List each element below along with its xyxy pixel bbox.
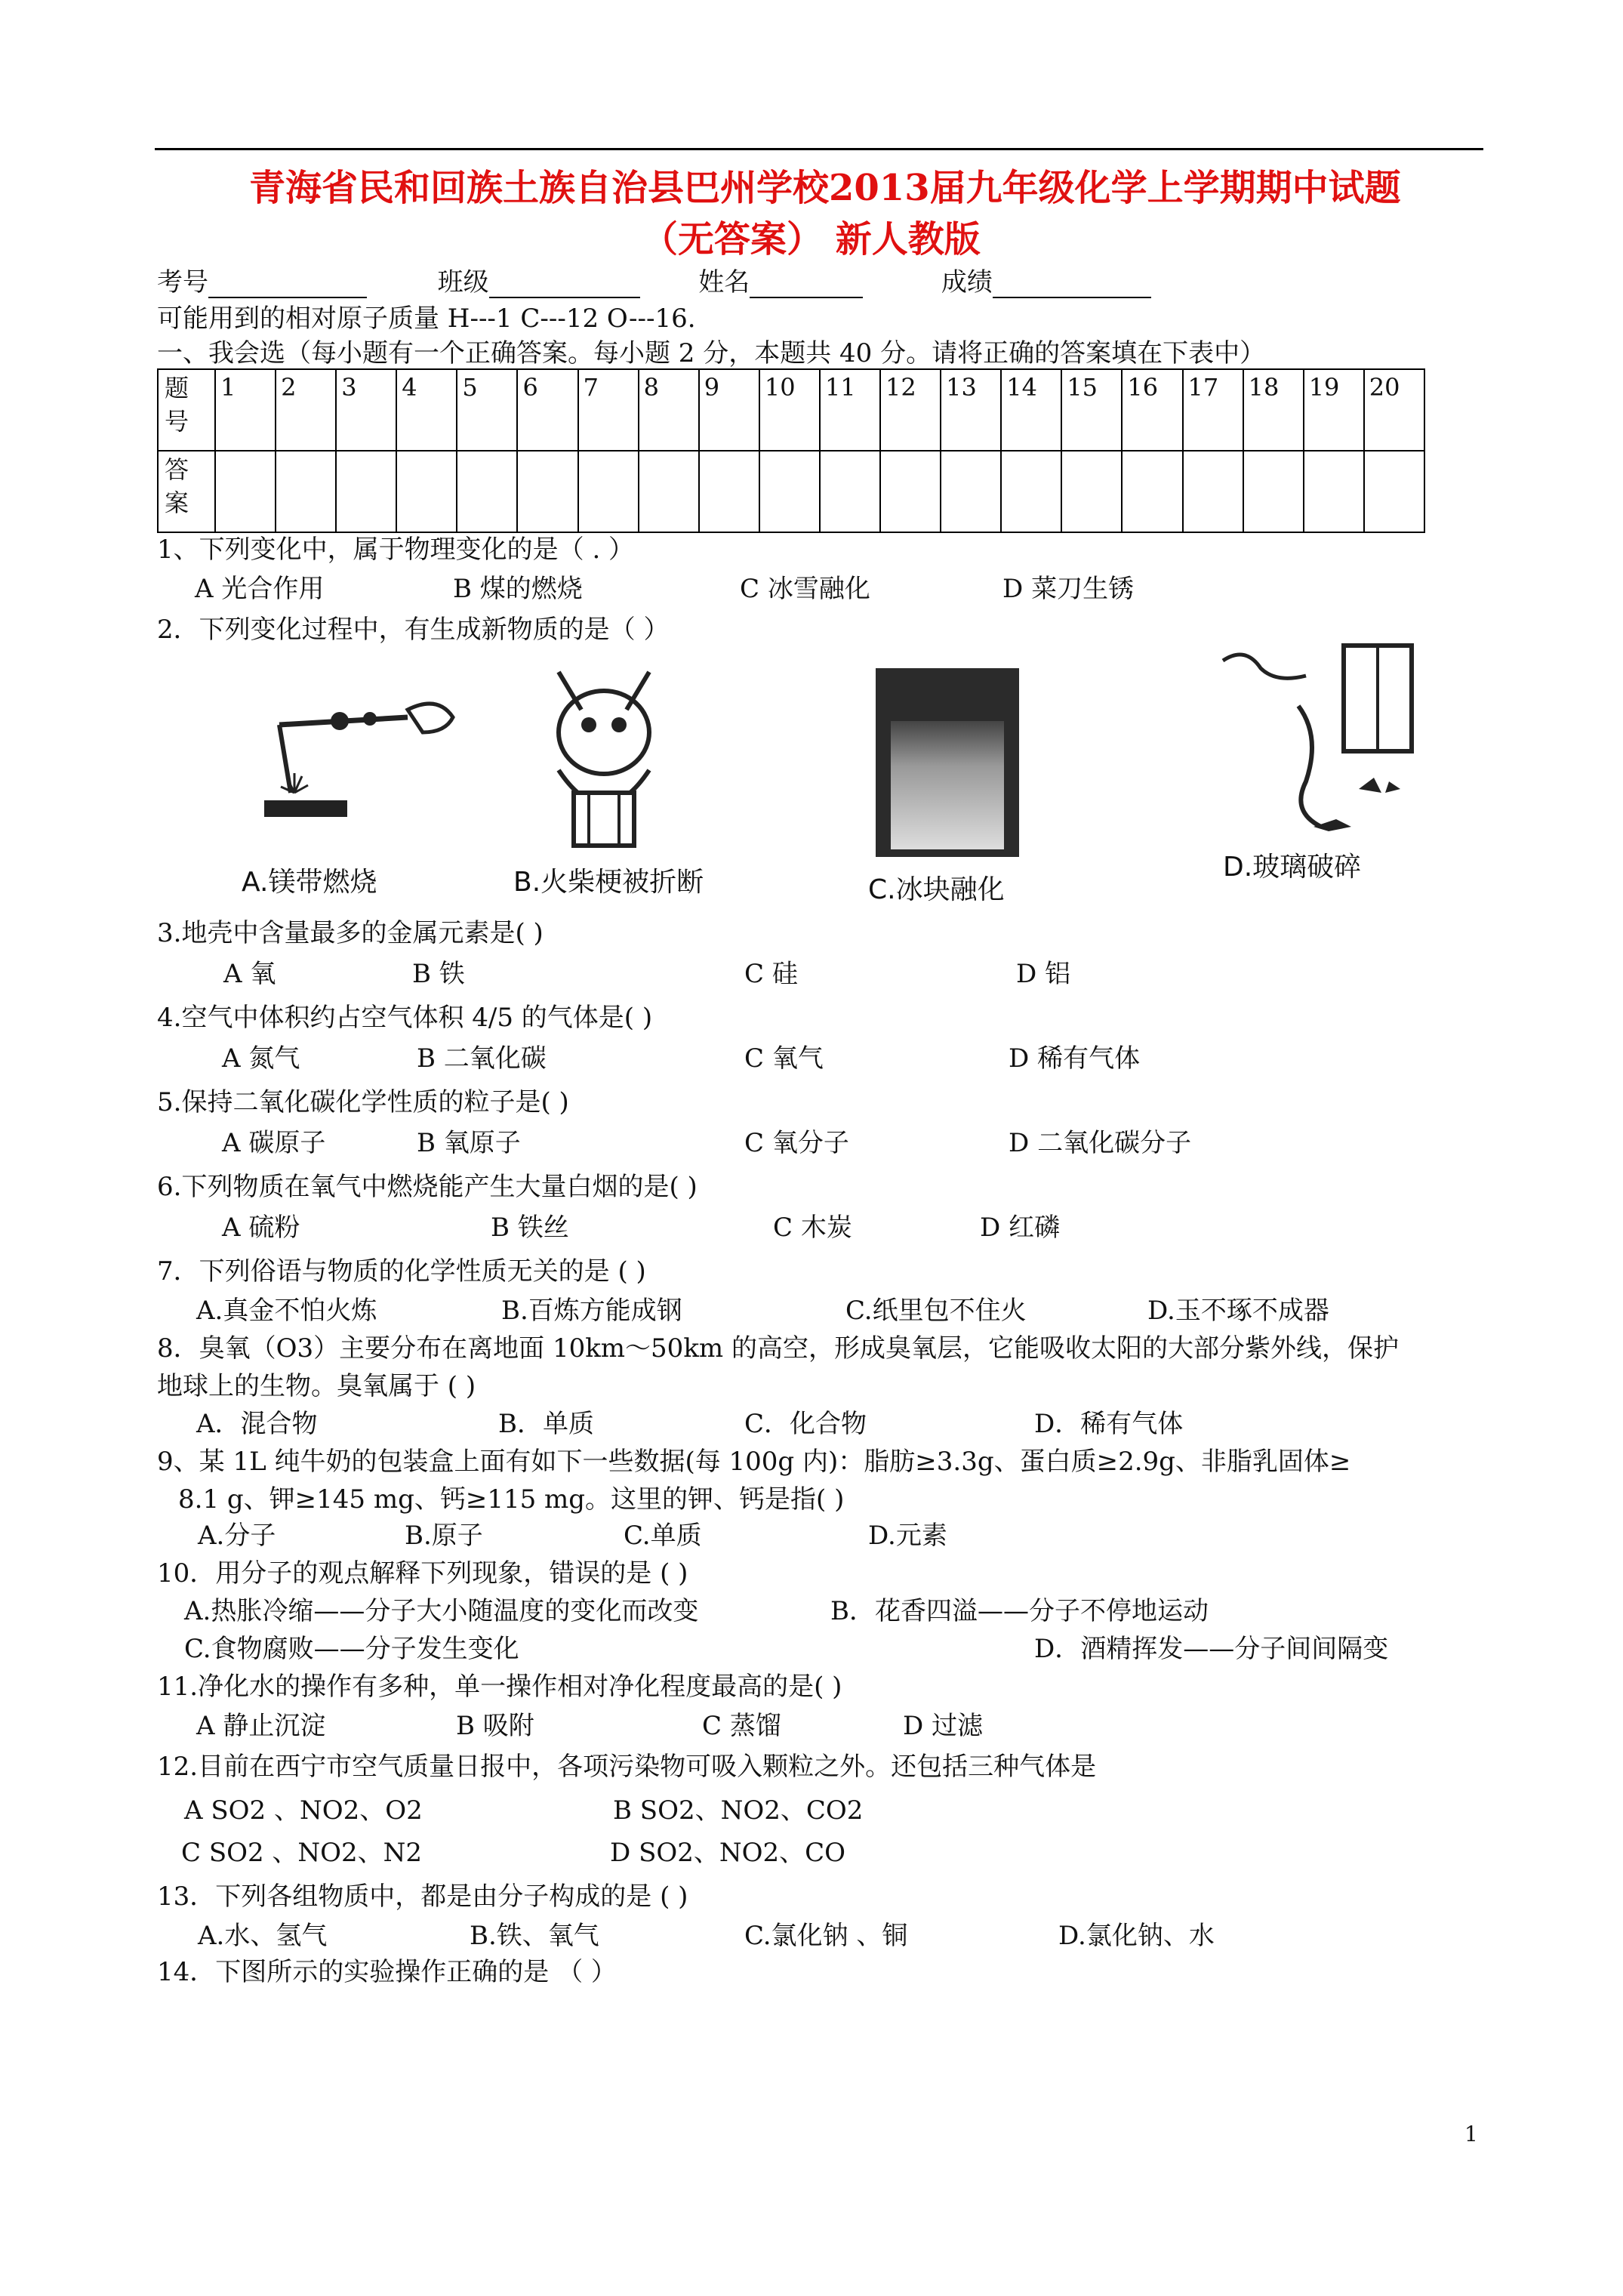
q8-option-b: B．单质 [498,1409,594,1439]
answer-cell[interactable] [759,451,820,532]
q5-option-a: A 碳原子 [222,1128,326,1158]
q2-caption-b: B.火柴梗被折断 [513,867,704,898]
q6-option-c: C 木炭 [773,1213,852,1243]
question-number-cell: 11 [820,369,880,451]
q12-stem: 12.目前在西宁市空气质量日报中，各项污染物可吸入颗粒之外。还包括三种气体是 [157,1752,1097,1782]
q9-option-a: A.分子 [198,1521,276,1551]
q4-option-b: B 二氧化碳 [417,1043,547,1074]
question-number-cell: 16 [1122,369,1182,451]
answer-cell[interactable] [215,451,276,532]
q14-stem: 14．下图所示的实验操作正确的是 （ ） [157,1957,617,1987]
q11-option-a: A 静止沉淀 [196,1711,326,1741]
q4-option-c: C 氧气 [744,1043,824,1074]
ice-melting-photo [876,668,1027,857]
q1-option-c: C 冰雪融化 [740,574,870,604]
q1-stem: 1、下列变化中，属于物理变化的是（ . ） [157,535,635,565]
q13-option-d: D.氯化钠、水 [1058,1921,1215,1951]
q13-option-b: B.铁、氧气 [470,1921,599,1951]
answer-cell[interactable] [396,451,457,532]
question-number-cell: 17 [1183,369,1243,451]
answer-cell[interactable] [578,451,639,532]
q2-caption-c: C.冰块融化 [868,874,1005,905]
class-label: 班级 [437,267,489,297]
q10-option-d: D．酒精挥发——分子间间隔变 [1034,1634,1389,1664]
q8-line1: 8．臭氧（O3）主要分布在离地面 10km～50km 的高空，形成臭氧层，它能吸收太阳的大部分紫外线，保护 [157,1333,1399,1364]
answer-cell[interactable] [1001,451,1061,532]
q9-line2: 8.1 g、钾≥145 mg、钙≥115 mg。这里的钾、钙是指( ) [178,1484,845,1515]
page-number: 1 [1464,2122,1478,2147]
question-number-cell: 19 [1304,369,1364,451]
q2-caption-d: D.玻璃破碎 [1223,852,1362,883]
question-number-cell: 18 [1243,369,1304,451]
answer-cell[interactable] [276,451,336,532]
question-number-cell: 10 [759,369,820,451]
q5-option-b: B 氧原子 [417,1128,521,1158]
q11-stem: 11.净化水的操作有多种，单一操作相对净化程度最高的是( ) [157,1672,842,1702]
question-number-cell: 3 [336,369,396,451]
q8-line2: 地球上的生物。臭氧属于 ( ) [157,1371,476,1401]
question-number-cell: 15 [1061,369,1122,451]
q10-option-a: A.热胀冷缩——分子大小随温度的变化而改变 [184,1596,699,1626]
table-row-numbers [158,369,1424,451]
question-number-cell: 5 [457,369,517,451]
question-number-cell: 6 [517,369,577,451]
q12-option-a: A SO2 、NO2、O2 [184,1795,423,1826]
exam-no-blank[interactable] [208,271,367,298]
question-number-cell: 14 [1001,369,1061,451]
q2-caption-a: A.镁带燃烧 [242,867,377,898]
info-row [157,261,1151,298]
answer-cell[interactable] [1122,451,1182,532]
score-blank[interactable] [993,271,1151,298]
q3-option-b: B 铁 [412,959,465,989]
q10-stem: 10．用分子的观点解释下列现象，错误的是 ( ) [157,1558,688,1589]
q13-stem: 13．下列各组物质中，都是由分子构成的是 ( ) [157,1881,688,1912]
q7-option-a: A.真金不怕火炼 [196,1296,377,1326]
question-number-cell: 7 [578,369,639,451]
answer-cell[interactable] [1183,451,1243,532]
q12-option-d: D SO2、NO2、CO [610,1838,846,1868]
q5-stem: 5.保持二氧化碳化学性质的粒子是( ) [157,1087,569,1117]
q5-option-d: D 二氧化碳分子 [1009,1128,1192,1158]
question-number-cell: 13 [941,369,1001,451]
answer-cell[interactable] [820,451,880,532]
answer-cell[interactable] [1364,451,1424,532]
q5-option-c: C 氧分子 [744,1128,849,1158]
title-line2: （无答案） 新人教版 [642,218,981,260]
q4-stem: 4.空气中体积约占空气体积 4/5 的气体是( ) [157,1003,653,1033]
class-blank[interactable] [489,271,640,298]
question-number-cell: 2 [276,369,336,451]
q3-option-c: C 硅 [744,959,798,989]
answer-cell[interactable] [517,451,577,532]
question-number-cell: 8 [639,369,699,451]
q11-option-d: D 过滤 [903,1711,984,1741]
q6-option-d: D 红磷 [980,1213,1061,1243]
q6-option-b: B 铁丝 [491,1213,569,1243]
q13-option-c: C.氯化钠 、铜 [744,1921,908,1951]
q12-option-c: C SO2 、NO2、N2 [181,1838,423,1868]
q8-option-a: A．混合物 [196,1409,318,1439]
q8-option-c: C．化合物 [744,1409,867,1439]
q7-option-d: D.玉不琢不成器 [1147,1296,1329,1326]
name-label: 姓名 [698,267,750,297]
q4-option-d: D 稀有气体 [1009,1043,1141,1074]
q3-option-a: A 氧 [223,959,276,989]
score-label: 成绩 [941,267,993,297]
q6-option-a: A 硫粉 [222,1213,300,1243]
answer-table [157,368,1425,533]
q11-option-b: B 吸附 [456,1711,534,1741]
q7-option-c: C.纸里包不住火 [845,1296,1027,1326]
question-number-cell: 9 [699,369,759,451]
question-number-cell: 1 [215,369,276,451]
q13-option-a: A.水、氢气 [198,1921,328,1951]
q9-option-b: B.原子 [405,1521,483,1551]
section-1-heading: 一、我会选（每小题有一个正确答案。每小题 2 分，本题共 40 分。请将正确的答案填在下表中） [157,338,1266,368]
answer-cell[interactable] [457,451,517,532]
table-row-answers [158,451,1424,532]
answer-cell[interactable] [1243,451,1304,532]
glass-breaking-illustration [1208,638,1434,834]
answer-cell[interactable] [880,451,941,532]
answer-cell[interactable] [336,451,396,532]
matchstick-breaking-illustration [513,664,694,853]
q3-option-d: D 铝 [1016,959,1071,989]
q11-option-c: C 蒸馏 [702,1711,781,1741]
question-number-cell: 12 [880,369,941,451]
exam-no-label: 考号 [157,267,208,297]
title-line1: 青海省民和回族土族自治县巴州学校2013届九年级化学上学期期中试题 [249,167,1401,209]
q1-option-d: D 菜刀生锈 [1002,574,1135,604]
header-rule [155,148,1483,150]
answer-cell[interactable] [639,451,699,532]
q3-stem: 3.地壳中含量最多的金属元素是( ) [157,918,544,948]
q4-option-a: A 氮气 [222,1043,300,1074]
q9-option-d: D.元素 [868,1521,947,1551]
question-number-cell: 20 [1364,369,1424,451]
name-blank[interactable] [750,271,863,298]
q1-option-b: B 煤的燃烧 [453,574,583,604]
answer-cell[interactable] [699,451,759,532]
q2-stem: 2．下列变化过程中，有生成新物质的是（ ） [157,615,670,645]
question-number-cell: 4 [396,369,457,451]
q7-stem: 7．下列俗语与物质的化学性质无关的是 ( ) [157,1256,646,1287]
q12-option-b: B SO2、NO2、CO2 [613,1795,864,1826]
q7-option-b: B.百炼方能成钢 [501,1296,682,1326]
answer-cell[interactable] [1304,451,1364,532]
q9-line1: 9、某 1L 纯牛奶的包装盒上面有如下一些数据(每 100g 内)：脂肪≥3.3g、蛋白质≥2.9g、非脂乳固体≥ [157,1447,1351,1477]
row-header-number: 题 号 [158,369,215,451]
magnesium-burning-illustration [249,680,460,846]
answer-cell[interactable] [941,451,1001,532]
q9-option-c: C.单质 [624,1521,702,1551]
atomic-mass-line: 可能用到的相对原子质量 H---1 C---12 O---16. [157,304,696,334]
q8-option-d: D．稀有气体 [1034,1409,1184,1439]
q10-option-b: B．花香四溢——分子不停地运动 [830,1596,1209,1626]
row-header-answer: 答 案 [158,451,215,532]
q6-stem: 6.下列物质在氧气中燃烧能产生大量白烟的是( ) [157,1172,698,1202]
q1-option-a: A 光合作用 [195,574,325,604]
answer-cell[interactable] [1061,451,1122,532]
q10-option-c: C.食物腐败——分子发生变化 [184,1634,519,1664]
